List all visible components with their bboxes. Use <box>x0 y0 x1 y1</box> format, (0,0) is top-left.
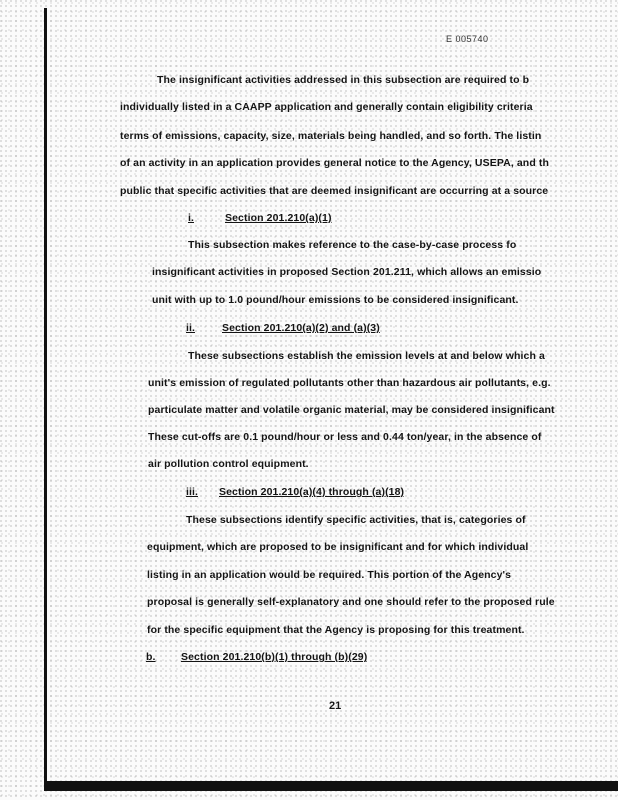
text-line: individually listed in a CAAPP application and generally contain eligibility criteria <box>120 101 533 113</box>
text-line: These cut-offs are 0.1 pound/hour or less and 0.44 ton/year, in the absence of <box>148 431 542 443</box>
text-line: This subsection makes reference to the case-by-case process fo <box>188 239 517 251</box>
section-heading: Section 201.210(a)(2) and (a)(3) <box>222 322 380 334</box>
scan-bottom-border <box>44 781 618 791</box>
text-line: insignificant activities in proposed Section 201.211, which allows an emissio <box>152 266 542 278</box>
text-line: proposal is generally self-explanatory and one should refer to the proposed rule <box>147 596 555 608</box>
text-line: These subsections establish the emission levels at and below which a <box>188 350 545 362</box>
text-line: of an activity in an application provides general notice to the Agency, USEPA, and th <box>120 157 549 169</box>
text-line: for the specific equipment that the Agency is proposing for this treatment. <box>147 624 525 636</box>
text-line: public that specific activities that are deemed insignificant are occurring at a source <box>120 185 549 197</box>
section-numeral: iii. <box>186 486 199 498</box>
text-line: The insignificant activities addressed in this subsection are required to b <box>157 74 530 86</box>
text-line: unit with up to 1.0 pound/hour emissions to be considered insignificant. <box>152 294 519 306</box>
text-line: particulate matter and volatile organic material, may be considered insignificant <box>148 404 555 416</box>
section-numeral: b. <box>146 651 156 663</box>
section-numeral: i. <box>188 212 195 224</box>
text-line: equipment, which are proposed to be insignificant and for which individual <box>147 541 529 553</box>
text-line: unit's emission of regulated pollutants other than hazardous air pollutants, e.g. <box>148 377 551 389</box>
scan-left-border <box>44 8 47 790</box>
text-line: air pollution control equipment. <box>148 458 309 470</box>
text-line: listing in an application would be required. This portion of the Agency's <box>147 569 512 581</box>
section-heading: Section 201.210(a)(1) <box>225 212 332 224</box>
page-number: 21 <box>329 700 342 712</box>
section-numeral: ii. <box>186 322 196 334</box>
section-heading: Section 201.210(a)(4) through (a)(18) <box>219 486 405 498</box>
document-id: E 005740 <box>446 34 489 44</box>
text-line: terms of emissions, capacity, size, materials being handled, and so forth. The listin <box>120 130 542 142</box>
text-line: These subsections identify specific activities, that is, categories of <box>186 514 526 526</box>
section-heading: Section 201.210(b)(1) through (b)(29) <box>181 651 368 663</box>
